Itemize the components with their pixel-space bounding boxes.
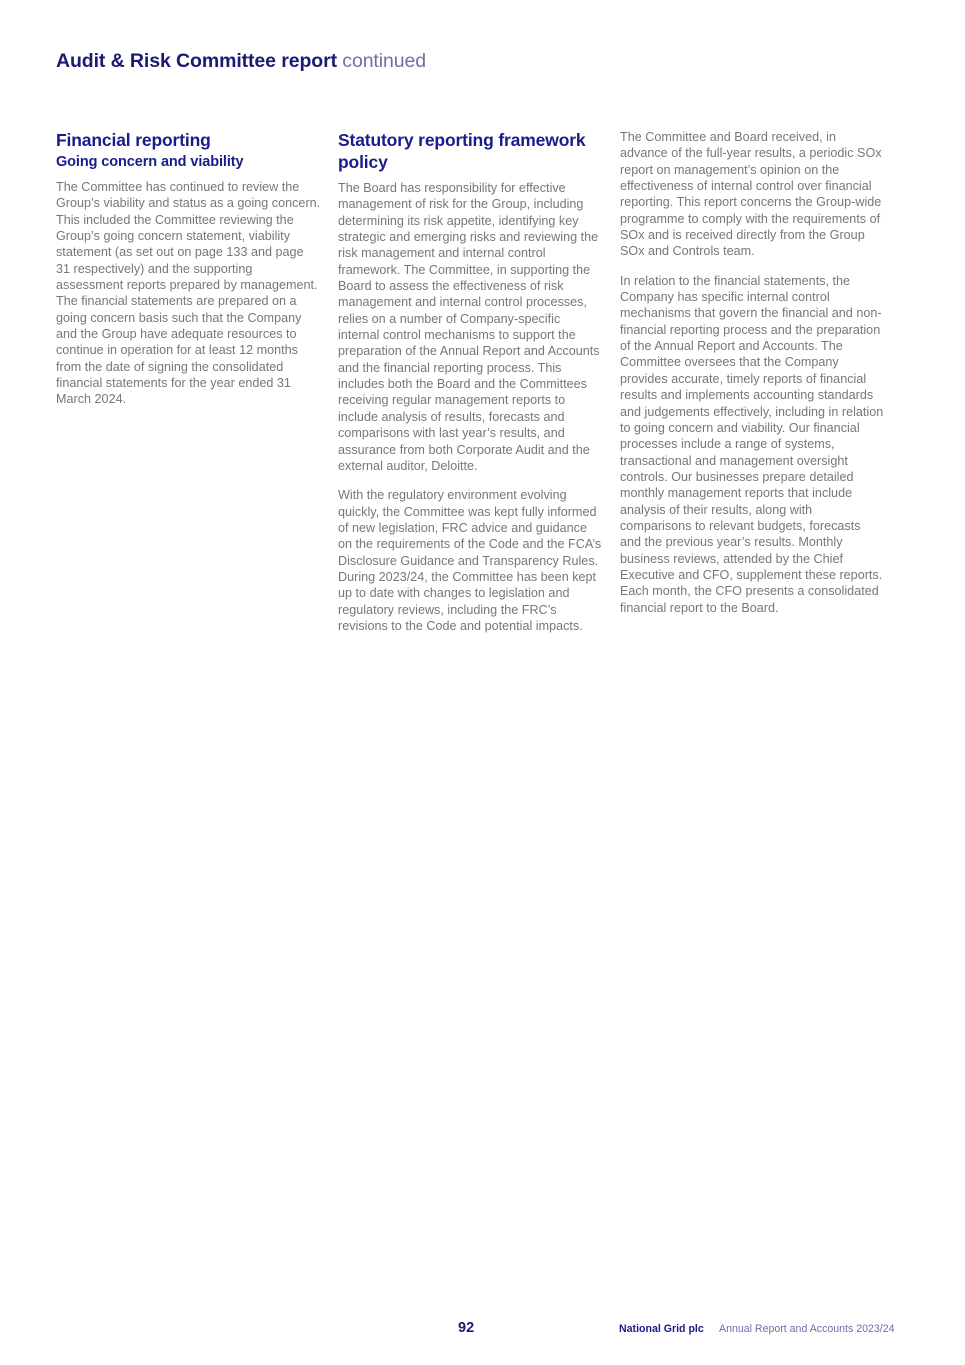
article-columns bbox=[56, 129, 884, 634]
section-title-financial-reporting: Financial reporting bbox=[56, 130, 211, 150]
running-header-title: Audit & Risk Committee report bbox=[56, 50, 337, 72]
sub-title-going-concern-and-viability: Going concern and viability bbox=[56, 154, 244, 170]
paragraph: In relation to the financial statements, the Company has specific internal control mechanisms that govern the financial and non-financial reporting process and the preparation of the Annual Report and Accounts. The Committee oversees that the Company provides accurate, timely reports of financial results and implements accounting standards and judgements effectively, including in relation to going concern and viability. Our financial processes include a range of systems, transactional and management oversight controls. Our businesses prepare detailed monthly management reports that include analysis of their results, along with comparisons to relevant budgets, forecasts and the previous year’s results. Monthly business reviews, attended by the Chief Executive and CFO, supplement these reports. Each month, the CFO presents a consolidated financial report to the Board. bbox=[620, 273, 884, 615]
section-title-statutory-reporting-framework-policy: Statutory reporting framework policy bbox=[338, 130, 586, 172]
column-three bbox=[620, 129, 885, 634]
column-two bbox=[338, 129, 603, 634]
running-header-continued: continued bbox=[342, 50, 426, 72]
running-header bbox=[56, 48, 426, 74]
page-number: 92 bbox=[458, 1320, 475, 1336]
paragraph: The Committee has continued to review the Group’s viability and status as a going concern. This included the Committee reviewing the Group’s going concern statement, viability statement (as set out on page 133 and page 31 respectively) and the supporting assessment reports prepared by management. The financial statements are prepared on a going concern basis such that the Company and the Group have adequate resources to continue in operation for at least 12 months from the date of signing the consolidated financial statements for the year ended 31 March 2024. bbox=[56, 180, 321, 407]
paragraph: The Committee and Board received, in advance of the full-year results, a periodic SOx report on management’s opinion on the effectiveness of internal control over financial reporting. This report concerns the Group-wide programme to comply with the requirements of SOx and is received directly from the Group SOx and Controls team. bbox=[620, 130, 882, 259]
column-one bbox=[56, 129, 321, 634]
footer-brand: National Grid plc bbox=[619, 1323, 704, 1335]
paragraph: With the regulatory environment evolving quickly, the Committee was kept fully informed of new legislation, FRC advice and guidance on the requirements of the Code and the FCA’s Disclosure Guidance and Transparency Rules. During 2023/24, the Committee has been kept up to date with changes to legislation and regulatory reviews, including the FRC’s revisions to the Code and potential impacts. bbox=[338, 488, 602, 633]
footer-document-title: Annual Report and Accounts 2023/24 bbox=[719, 1323, 895, 1335]
paragraph: The Board has responsibility for effective management of risk for the Group, including determining its risk appetite, identifying key strategic and emerging risks and reviewing the risk management and internal control framework. The Committee, in supporting the Board to assess the effectiveness of risk management and internal control processes, relies on a number of Company-specific internal control mechanisms to support the preparation of the Annual Report and Accounts and the financial reporting process. This includes both the Board and the Committees receiving regular management reports to include analysis of results, forecasts and comparisons with last year’s results, and assurance from both Corporate Audit and the external auditor, Deloitte. bbox=[338, 181, 600, 473]
page-footer bbox=[0, 1318, 965, 1340]
